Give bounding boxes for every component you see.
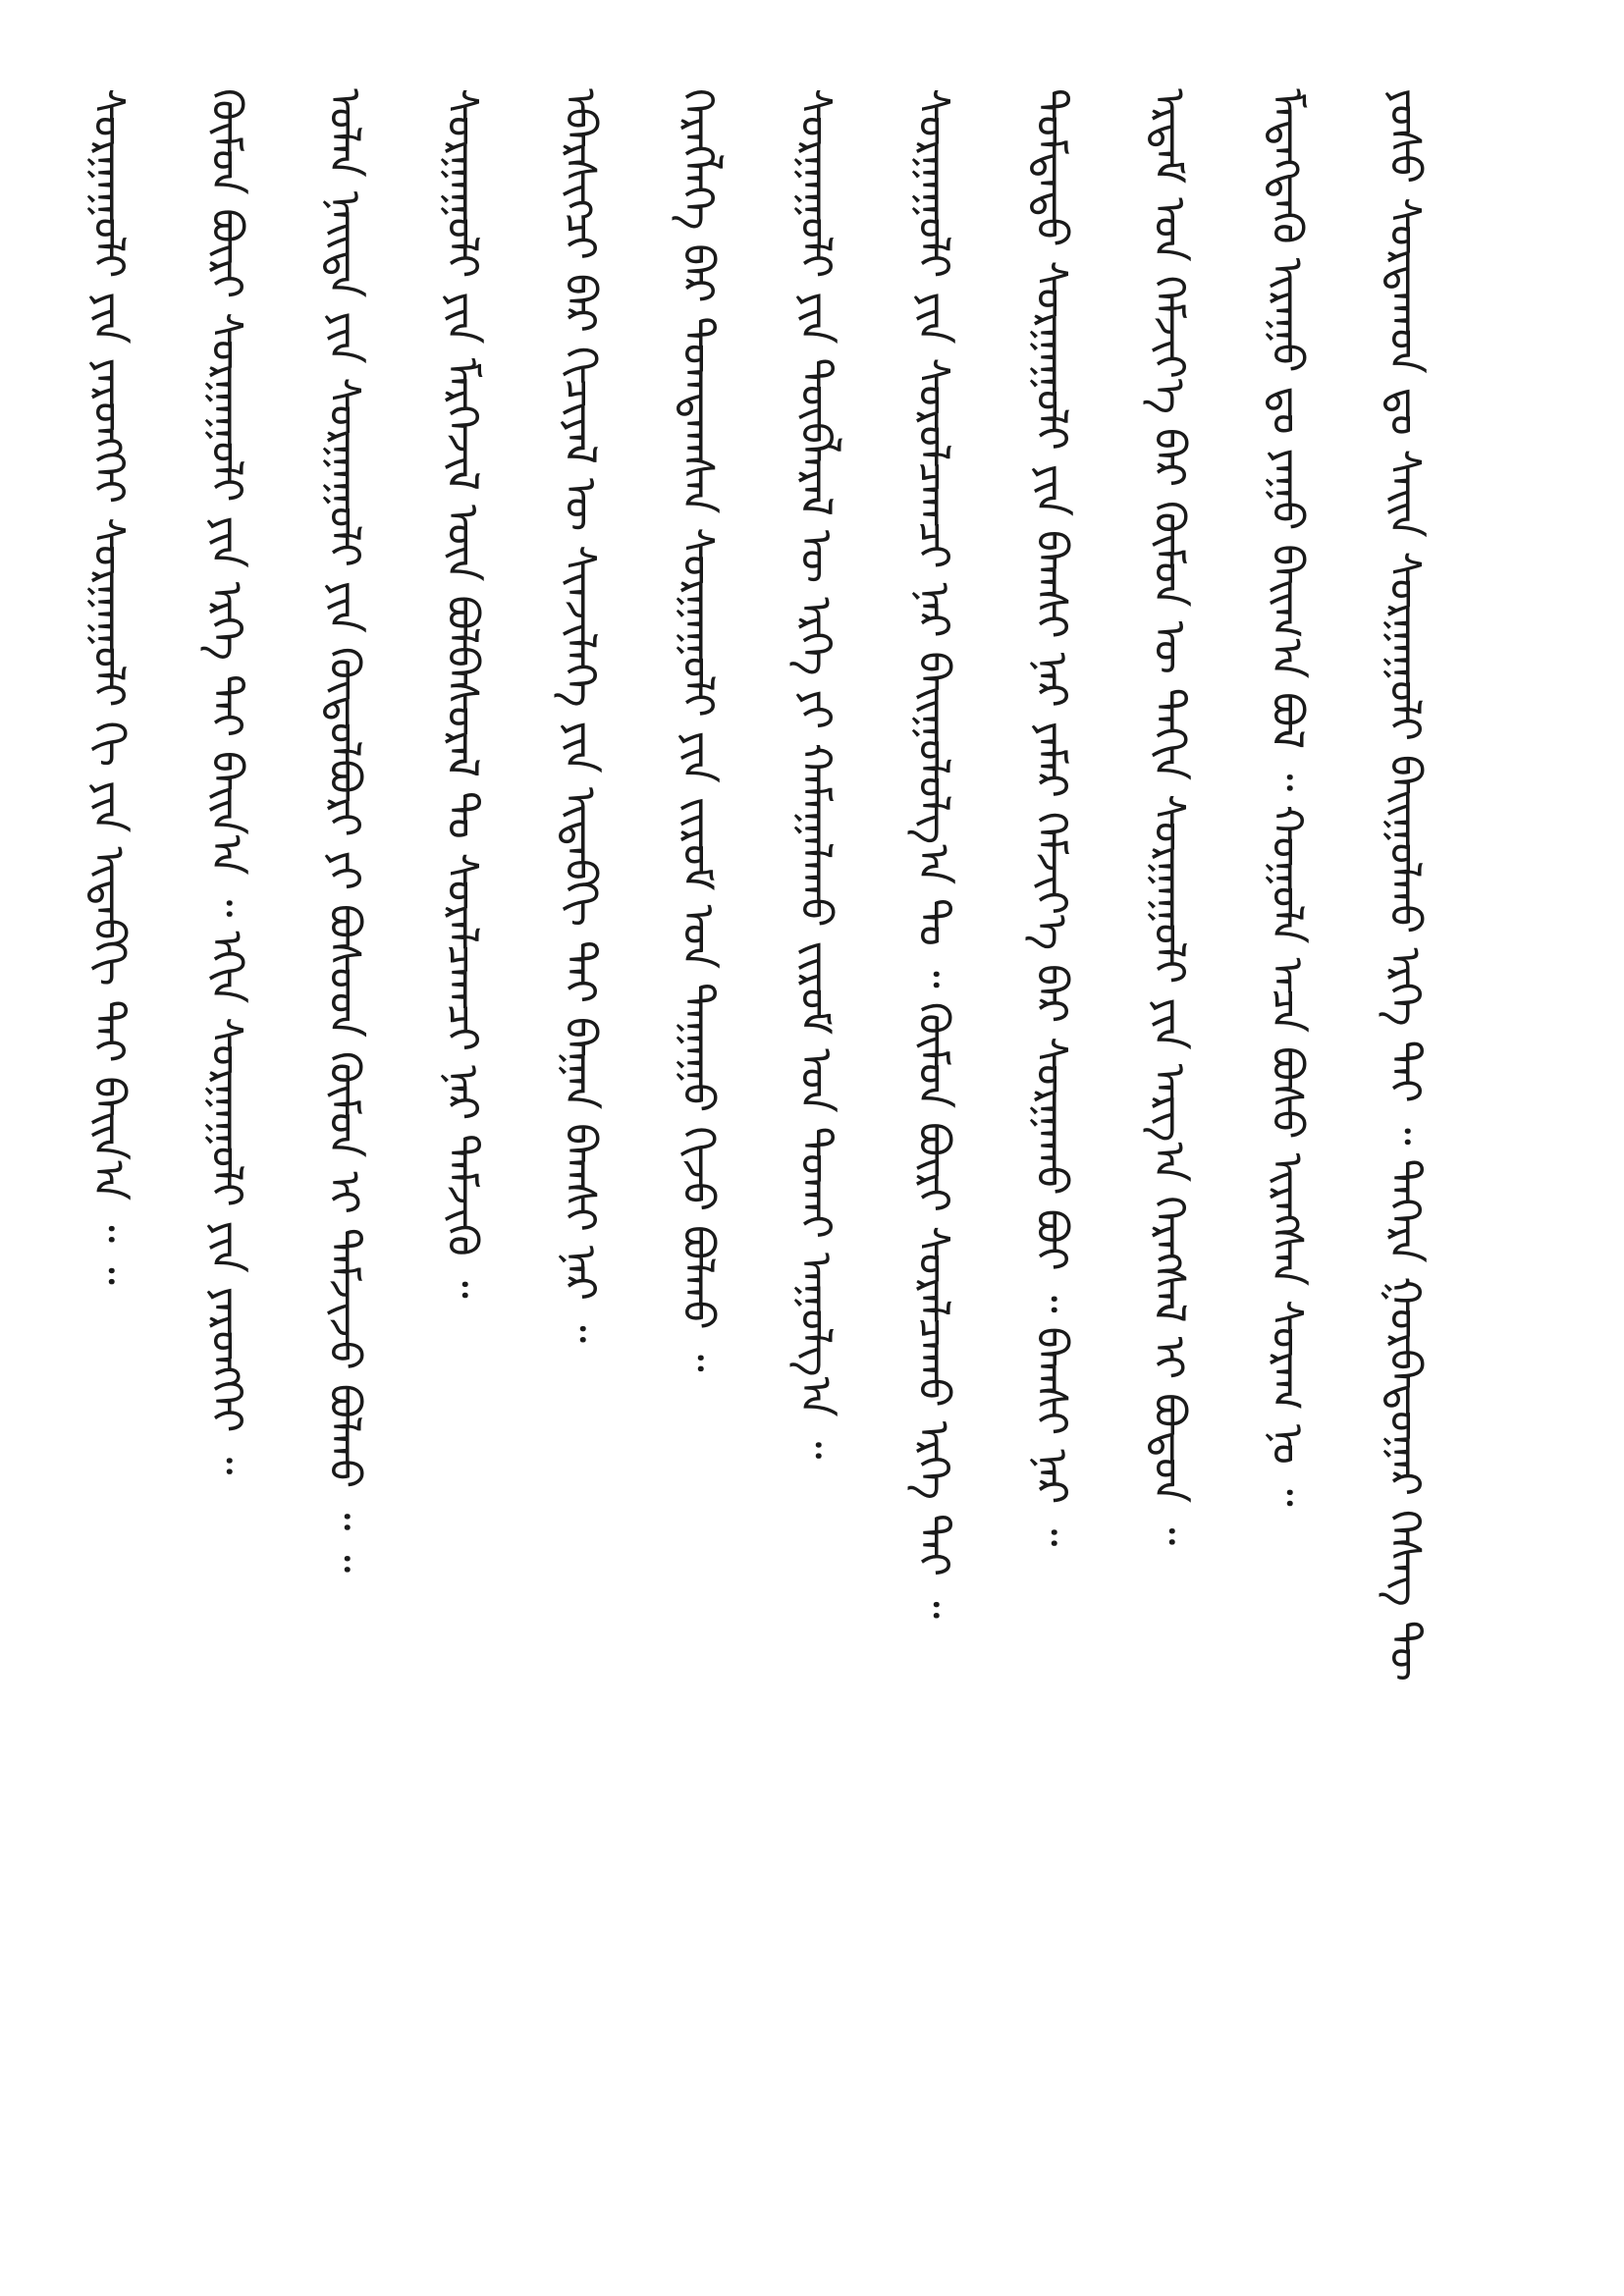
text-line: ᠡᠷᠳᠡᠮ ᠤᠨ ᠬᠡᠮᠵᠢᠶ᠎ᠡ ᠪᠠᠷ ᠬᠦᠮᠦᠨ ᠦ ᠳᠠᠬᠢᠨ ᠰᠤᠷᠭᠠᠭᠤᠯᠢ ᠶᠢᠨ ᠠᠷᠭ᠎ᠠ ᠬᠡᠷᠡᠭᠰᠡᠯ ᠢ ᠪᠣᠳᠤᠨ ᠃ [1144,88,1194,1546]
text-line: ᠰᠤᠷᠭᠠᠭᠤᠯᠢ ᠶᠢᠨ ᠰᠤᠷᠤᠯᠴᠠᠭᠴᠢ ᠨᠠᠷ ᠪᠠᠢᠭᠤᠯᠤᠯᠭ᠎ᠠ ᠲᠤ ᠃ ᠬᠦᠮᠦᠨ ᠪᠦᠷᠢ ᠰᠤᠷᠠᠯᠴᠠᠬᠤ ᠡᠷᠬᠡ ᠲᠠᠢ ᠃ [908,88,958,1619]
text-column-4 [1021,88,1080,2209]
text-line: ᠬᠡᠷᠡᠭᠯᠡᠭᠡ ᠪᠠᠷ ᠲᠣᠭᠲᠠᠭᠰᠠᠨ ᠰᠤᠷᠭᠠᠭᠤᠯᠢ ᠶᠢᠨ ᠵᠢᠷᠤᠮ ᠤᠨ ᠳᠠᠭᠠᠭᠤ ᠬᠢᠵᠦ ᠪᠣᠯᠬᠤ ᠃ [673,88,723,1372]
text-line: ᠣᠯᠠᠨ ᠨᠡᠢᠲᠡ ᠶᠢᠨ ᠰᠤᠷᠭᠠᠭᠤᠯᠢ ᠶᠢᠨ ᠬᠥᠲᠦᠯᠪᠦᠷᠢ ᠶᠢ ᠪᠤᠰᠤᠳ ᠬᠦᠮᠦᠨ ᠢ ᠳᠡᠮᠵᠢᠵᠦ ᠪᠣᠯᠬᠤ ᠃ ᠃ [319,88,369,1574]
text-line: ᠰᠤᠷᠭᠠᠭᠤᠯᠢ ᠶᠢᠨ ᠮᠡᠷᠭᠡᠵᠢᠯ ᠦᠨ ᠪᠣᠯᠪᠠᠰᠤᠷᠠᠯ ᠲᠤ ᠰᠤᠷᠠᠯᠴᠠᠭᠴᠢ ᠨᠠᠷ ᠳᠡᠮᠵᠢᠬᠦ ᠃ [437,88,487,1299]
text-line: ᠬᠦᠮᠦᠨ ᠪᠦᠷᠢ ᠰᠤᠷᠭᠠᠭᠤᠯᠢ ᠶᠢᠨ ᠡᠷᠬᠡ ᠲᠠᠢ ᠪᠠᠢᠨ᠎ᠠ ᠃ ᠡᠬᠢᠨ ᠰᠤᠷᠭᠠᠭᠤᠯᠢ ᠶᠢᠨ ᠶᠡᠷᠦᠩᠬᠡᠢ ᠃ [201,88,251,1475]
text-column-10 [314,88,373,2209]
text-column-9 [432,88,491,2209]
text-column-6 [785,88,844,2209]
text-column-5 [903,88,962,2209]
text-line: ᠡᠪᠡᠷᠰᠢᠭᠴᠢ ᠪᠠᠷ ᠬᠢᠴᠢᠶᠡᠯ ᠦ ᠰᠢᠨᠵᠢᠯᠡᠭᠡ ᠶᠢᠨ ᠢᠳᠡᠪᠬᠢ ᠲᠠᠢ ᠪᠠᠭᠠᠨ ᠪᠠᠭᠰᠢ ᠨᠠᠷ ᠃ [555,88,605,1343]
vertical-text-block [83,88,1434,2209]
text-line: ᠮᠡᠳᠡᠭᠳᠡᠬᠦ ᠢᠷᠠᠭᠤ ᠳᠤ ᠶᠠᠭᠤ ᠪᠠᠢᠭ᠎ᠠ ᠪᠣᠯ ᠃ ᠬᠣᠭᠣᠯᠠ ᠠᠴᠠ ᠪᠤᠰᠤ ᠢᠷᠡᠭᠰᠡᠨ ᠰᠤᠷᠠᠭ ᠨᠤ ᠃ [1262,88,1312,1507]
text-line: ᠶᠣᠰᠣ ᠰᠤᠷᠲᠠᠬᠤᠨ ᠳᠤ ᠰᠠᠢᠨ ᠰᠤᠷᠭᠠᠭᠤᠯᠢ ᠪᠠᠢᠭᠤᠯᠬᠤ ᠡᠷᠬᠡ ᠲᠠᠢ ᠃ ᠳᠡᠭᠡᠷᠡ ᠭᠤᠷᠪᠠᠳᠤᠭᠠᠷ ᠬᠡᠰᠡᠭ ᠲᠦ [1380,88,1430,1682]
text-line: ᠳᠤᠮᠳᠠᠲᠤ ᠰᠤᠷᠭᠠᠭᠤᠯᠢ ᠶᠢᠨ ᠪᠠᠭᠰᠢ ᠨᠠᠷ ᠶᠠᠮᠠᠷ ᠬᠡᠮᠵᠢᠶ᠎ᠡ ᠪᠠᠷ ᠰᠤᠷᠭᠠᠬᠤ ᠪᠤᠢ ᠃ ᠪᠠᠭᠰᠢ ᠨᠠᠷ ᠃ [1026,88,1076,1547]
text-column-2 [1257,88,1316,2209]
text-line: ᠰᠤᠷᠭᠠᠭᠤᠯᠢ ᠶᠢᠨ ᠶᠡᠷᠦᠩᠬᠡᠢ ᠰᠤᠷᠭᠠᠭᠤᠯᠢ ᠬᠢ ᠶᠢᠨ ᠢᠳᠡᠪᠬᠢ ᠲᠠᠢ ᠪᠠᠢᠨ᠎ᠠ ᠃ ᠃ [83,88,134,1285]
text-column-8 [550,88,609,2209]
text-column-7 [668,88,727,2209]
text-column-12 [79,88,137,2209]
text-column-3 [1139,88,1198,2209]
text-column-1 [1375,88,1434,2209]
text-column-11 [196,88,255,2209]
text-line: ᠰᠤᠷᠭᠠᠭᠤᠯᠢ ᠶᠢᠨ ᠲᠥᠪᠯᠡᠷᠡᠯ ᠦ ᠡᠷᠬᠡ ᠶᠢ ᠬᠠᠮᠠᠭᠠᠯᠠᠬᠤ ᠵᠢᠷᠤᠮ ᠤᠨ ᠲᠤᠬᠠᠢ ᠠᠭᠤᠯᠭ᠎ᠠ ᠃ [790,88,840,1460]
